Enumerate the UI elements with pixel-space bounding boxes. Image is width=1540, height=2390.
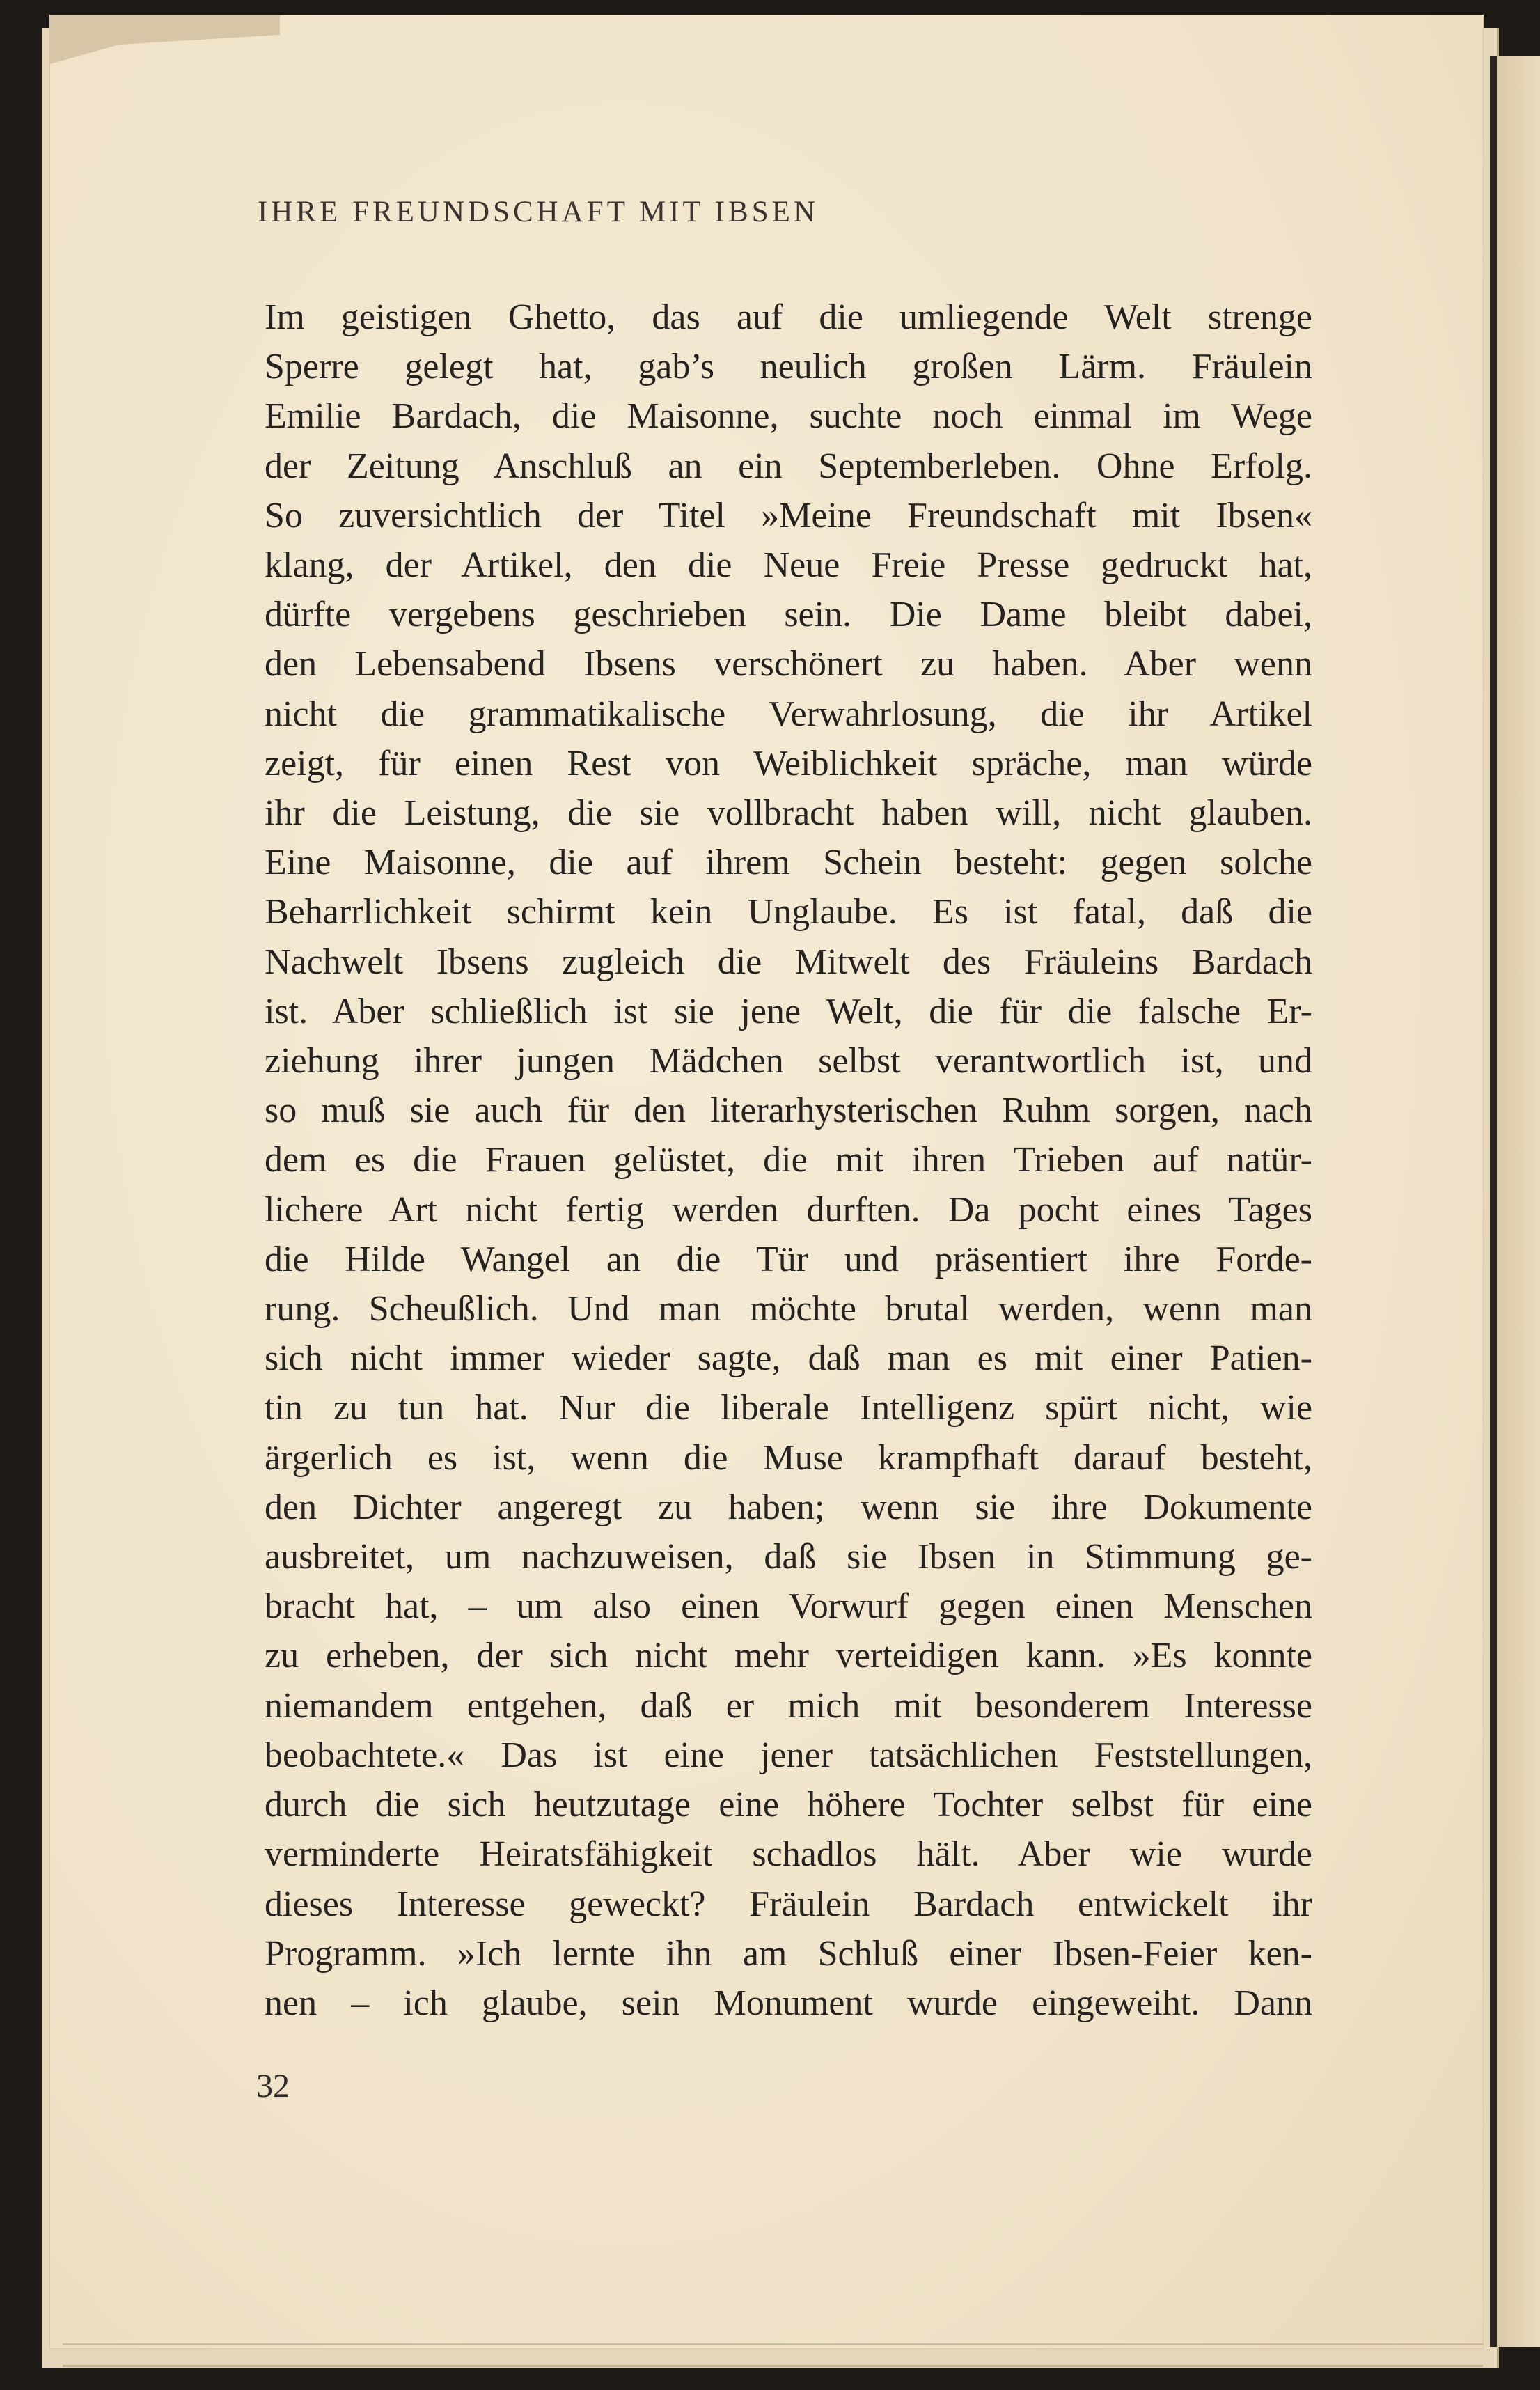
text-line: ausbreitet, um nachzuweisen, daß sie Ibsen in Stimmung ge-	[265, 1537, 1312, 1577]
text-line: tin zu tun hat. Nur die liberale Intelligenz spürt nicht, wie	[265, 1388, 1312, 1428]
running-head: IHRE FREUNDSCHAFT MIT IBSEN	[258, 196, 819, 228]
text-line: sich nicht immer wieder sagte, daß man es mit einer Patien-	[265, 1338, 1312, 1379]
text-line: Eine Maisonne, die auf ihrem Schein besteht: gegen solche	[265, 843, 1312, 883]
text-line: niemandem entgehen, daß er mich mit besonderem Interesse	[265, 1685, 1312, 1726]
text-line: so muß sie auch für den literarhysterischen Ruhm sorgen, nach	[265, 1091, 1312, 1131]
text-line: die Hilde Wangel an die Tür und präsentiert ihre Forde-	[265, 1239, 1312, 1279]
text-line: bracht hat, – um also einen Vorwurf gegen einen Menschen	[265, 1586, 1312, 1627]
text-line: ziehung ihrer jungen Mädchen selbst verantwortlich ist, und	[265, 1041, 1312, 1081]
text-line: Emilie Bardach, die Maisonne, suchte noch einmal im Wege	[265, 396, 1312, 437]
text-line: zeigt, für einen Rest von Weiblichkeit spräche, man würde	[265, 743, 1312, 783]
text-line: Im geistigen Ghetto, das auf die umliegende Welt strenge	[265, 297, 1312, 337]
adjacent-page-edge	[1497, 56, 1540, 2347]
page-number: 32	[256, 2068, 290, 2104]
text-line: Sperre gelegt hat, gab’s neulich großen Lärm. Fräulein	[265, 347, 1312, 387]
text-line: So zuversichtlich der Titel »Meine Freundschaft mit Ibsen«	[265, 495, 1312, 536]
stacked-page-edges	[63, 2343, 1483, 2367]
text-line: Beharrlichkeit schirmt kein Unglaube. Es ist fatal, daß die	[265, 892, 1312, 932]
text-line: ärgerlich es ist, wenn die Muse krampfhaft darauf besteht,	[265, 1437, 1312, 1478]
text-line: den Lebensabend Ibsens verschönert zu haben. Aber wenn	[265, 644, 1312, 685]
text-line: nen – ich glaube, sein Monument wurde eingeweiht. Dann	[265, 1983, 1312, 2023]
text-line: ihr die Leistung, die sie vollbracht haben will, nicht glauben.	[265, 793, 1312, 834]
text-line: ist. Aber schließlich ist sie jene Welt, die für die falsche Er-	[265, 991, 1312, 1031]
text-line: dürfte vergebens geschrieben sein. Die Dame bleibt dabei,	[265, 595, 1312, 635]
text-line: Programm. »Ich lernte ihn am Schluß einer Ibsen-Feier ken-	[265, 1933, 1312, 1974]
text-line: dieses Interesse geweckt? Fräulein Bardach entwickelt ihr	[265, 1884, 1312, 1924]
text-line: dem es die Frauen gelüstet, die mit ihren Trieben auf natür-	[265, 1140, 1312, 1180]
text-line: den Dichter angeregt zu haben; wenn sie ihre Dokumente	[265, 1487, 1312, 1527]
text-line: rung. Scheußlich. Und man möchte brutal werden, wenn man	[265, 1289, 1312, 1329]
text-line: nicht die grammatikalische Verwahrlosung, die ihr Artikel	[265, 694, 1312, 734]
text-line: verminderte Heiratsfähigkeit schadlos hält. Aber wie wurde	[265, 1834, 1312, 1875]
text-line: lichere Art nicht fertig werden durften. Da pocht eines Tages	[265, 1189, 1312, 1230]
page-gap	[1490, 56, 1497, 2347]
body-text	[265, 292, 1312, 2028]
text-line: klang, der Artikel, den die Neue Freie Presse gedruckt hat,	[265, 545, 1312, 586]
text-line: Nachwelt Ibsens zugleich die Mitwelt des Fräuleins Bardach	[265, 942, 1312, 982]
text-line: durch die sich heutzutage eine höhere Tochter selbst für eine	[265, 1785, 1312, 1825]
text-line: beobachtete.« Das ist eine jener tatsächlichen Feststellungen,	[265, 1735, 1312, 1775]
text-line: zu erheben, der sich nicht mehr verteidigen kann. »Es konnte	[265, 1636, 1312, 1676]
text-line: der Zeitung Anschluß an ein Septemberleben. Ohne Erfolg.	[265, 446, 1312, 486]
